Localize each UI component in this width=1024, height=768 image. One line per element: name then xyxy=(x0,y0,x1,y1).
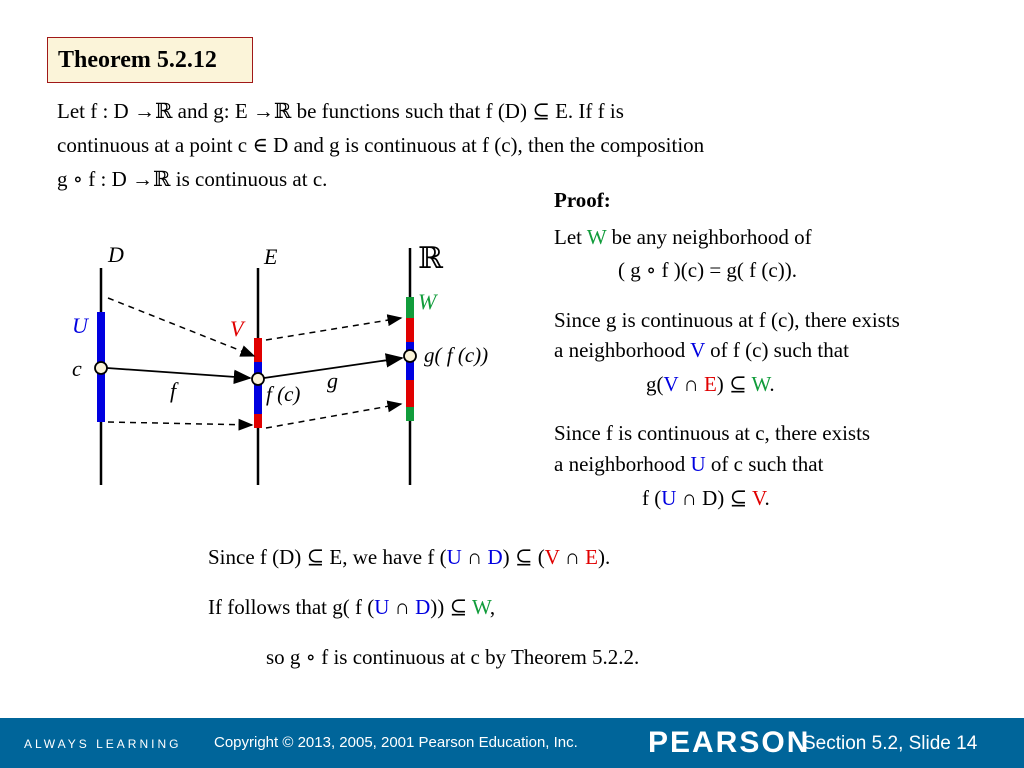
dashed-arrow-bottom-g xyxy=(266,404,401,428)
conc-text: ). xyxy=(598,545,611,569)
interval-f-u xyxy=(254,362,262,414)
eq-text: g( xyxy=(646,372,664,396)
slide-number: Section 5.2, Slide 14 xyxy=(803,733,978,754)
label-fc: f (c) xyxy=(266,382,301,406)
eq-text: . xyxy=(764,486,770,510)
eq-text: ∩ D) ⊆ xyxy=(676,486,752,510)
label-reals: ℝ xyxy=(418,242,443,275)
footer-tagline: ALWAYS LEARNING xyxy=(24,737,182,751)
proof-text: a neighborhood xyxy=(554,338,691,362)
symbol-e: E xyxy=(585,545,598,569)
conc-text: , xyxy=(489,595,496,619)
symbol-w: W xyxy=(471,595,490,619)
symbol-v: V xyxy=(544,545,560,569)
eq-text: f ( xyxy=(642,486,662,510)
symbol-v: V xyxy=(663,372,679,396)
proof-text: of c such that xyxy=(705,452,824,476)
proof-text: a neighborhood xyxy=(554,452,691,476)
conc-text: )) ⊆ xyxy=(430,595,472,619)
proof-line-4: Since f is continuous at c, there exists xyxy=(554,421,871,445)
point-fc xyxy=(252,373,264,385)
symbol-w: W xyxy=(751,372,770,396)
symbol-u: U xyxy=(446,545,462,569)
footer-bar xyxy=(0,718,1024,768)
dashed-arrow-top-g xyxy=(266,318,401,340)
label-g: g xyxy=(327,368,338,393)
label-c: c xyxy=(72,356,82,381)
proof-text: Let xyxy=(554,225,587,249)
label-f: f xyxy=(170,378,177,403)
conc-text: ∩ xyxy=(389,595,416,619)
proof-equation-3 xyxy=(642,486,770,510)
footer-copyright: Copyright © 2013, 2005, 2001 Pearson Education, Inc. xyxy=(214,734,578,751)
symbol-v: V xyxy=(751,486,765,510)
label-gfc: g( f (c)) xyxy=(424,343,489,367)
eq-text: . xyxy=(769,372,775,396)
arrow-f xyxy=(107,368,250,378)
proof-line-3 xyxy=(554,338,849,362)
label-u: U xyxy=(72,313,88,338)
proof-line-1 xyxy=(554,225,812,249)
conc-text: ∩ xyxy=(559,545,586,569)
point-gfc xyxy=(404,350,416,362)
theorem-line-2: continuous at a point c ∈ D and g is continuous at f (c), then the composition xyxy=(57,133,705,157)
proof-equation-1: ( g ∘ f )(c) = g( f (c)). xyxy=(618,258,797,282)
symbol-u: U xyxy=(690,452,706,476)
theorem-title: Theorem 5.2.12 xyxy=(47,37,253,83)
theorem-line-1: Let f : D →ℝ and g: E →ℝ be functions such that f (D) ⊆ E. If f is xyxy=(57,99,624,123)
pearson-logo: PEARSON xyxy=(648,726,811,759)
label-d: D xyxy=(108,242,124,267)
conc-text: Since f (D) ⊆ E, we have f ( xyxy=(208,545,447,569)
proof-text: be any neighborhood of xyxy=(606,225,812,249)
label-v: V xyxy=(230,316,244,341)
theorem-line-3: g ∘ f : D →ℝ is continuous at c. xyxy=(57,167,328,191)
label-w: W xyxy=(418,289,437,314)
conc-text: ∩ xyxy=(461,545,488,569)
dashed-arrow-bottom-f xyxy=(108,422,252,425)
conclusion-line-1 xyxy=(208,545,610,569)
symbol-w: W xyxy=(586,225,607,249)
conc-text: ) ⊆ ( xyxy=(502,545,545,569)
symbol-u: U xyxy=(374,595,390,619)
symbol-e: E xyxy=(703,372,717,396)
proof-equation-2 xyxy=(646,372,775,396)
symbol-v: V xyxy=(690,338,705,362)
symbol-d: D xyxy=(487,545,503,569)
proof-text: of f (c) such that xyxy=(704,338,849,362)
symbol-u: U xyxy=(661,486,677,510)
conclusion-line-3: so g ∘ f is continuous at c by Theorem 5.2.2. xyxy=(266,645,640,669)
eq-text: ∩ xyxy=(678,372,704,396)
symbol-d: D xyxy=(415,595,431,619)
conc-text: If follows that g( f ( xyxy=(208,595,375,619)
proof-heading: Proof: xyxy=(554,188,611,212)
eq-text: ) ⊆ xyxy=(716,372,752,396)
composition-diagram xyxy=(0,0,540,520)
proof-line-5 xyxy=(554,452,823,476)
point-c xyxy=(95,362,107,374)
conclusion-line-2 xyxy=(208,595,495,619)
label-e: E xyxy=(264,244,278,269)
proof-line-2: Since g is continuous at f (c), there exists xyxy=(554,308,900,332)
